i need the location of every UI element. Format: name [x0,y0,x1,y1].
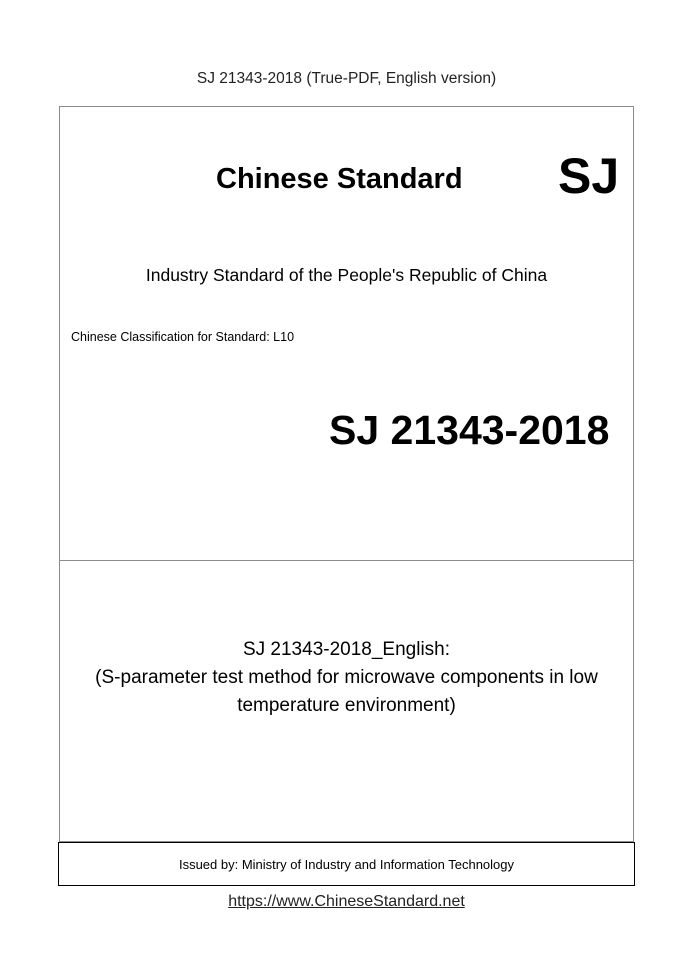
cover-box [59,106,634,842]
cover-lower-panel [60,561,633,841]
english-title-line-1: SJ 21343-2018_English: [242,639,451,660]
standard-number: SJ 21343-2018 [329,407,610,453]
standard-code: SJ [558,148,620,204]
english-title-line-3: temperature environment) [237,695,456,716]
website-link[interactable]: https://www.ChineseStandard.net [228,893,465,910]
standard-title: Chinese Standard [216,163,463,195]
cover-upper-panel [60,107,633,561]
classification-line: Chinese Classification for Standard: L10 [71,330,295,344]
issued-by-text: Issued by: Ministry of Industry and Information Technology [178,856,515,872]
industry-standard-line: Industry Standard of the People's Republic of China [145,265,548,285]
page-header: SJ 21343-2018 (True-PDF, English version) [196,70,497,87]
english-title [60,636,633,720]
issued-by-box [58,842,635,886]
english-title-line-2: (S-parameter test method for microwave components in low [95,667,598,688]
